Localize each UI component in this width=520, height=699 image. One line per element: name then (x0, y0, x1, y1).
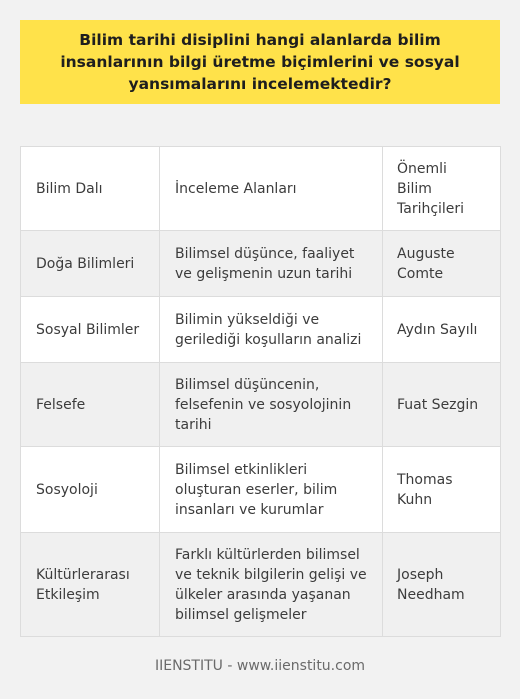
table-cell: Joseph Needham (383, 533, 501, 637)
table-header-row (21, 147, 501, 231)
table-cell: Bilimsel düşüncenin, felsefenin ve sosyolojinin tarihi (160, 363, 383, 447)
table-cell: Felsefe (21, 363, 160, 447)
table-row (21, 231, 501, 297)
table-row (21, 363, 501, 447)
table-cell: Sosyoloji (21, 447, 160, 533)
footer-credit: IIENSTITU - www.iienstitu.com (154, 658, 366, 674)
table-row (21, 533, 501, 637)
header-cell: Önemli Bilim Tarihçileri (383, 147, 501, 231)
table-cell: Doğa Bilimleri (21, 231, 160, 297)
table-row (21, 447, 501, 533)
table-cell: Sosyal Bilimler (21, 297, 160, 363)
table-cell: Farklı kültürlerden bilimsel ve teknik bilgilerin gelişi ve ülkeler arasında yaşanan bilimsel gelişmeler (160, 533, 383, 637)
title-banner (20, 20, 500, 104)
table-cell: Bilimsel etkinlikleri oluşturan eserler, bilim insanları ve kurumlar (160, 447, 383, 533)
header-cell: Bilim Dalı (21, 147, 160, 231)
header-cell: İnceleme Alanları (160, 147, 383, 231)
table-cell: Bilimsel düşünce, faaliyet ve gelişmenin uzun tarihi (160, 231, 383, 297)
table-row (21, 297, 501, 363)
table-cell: Bilimin yükseldiği ve gerilediği koşulların analizi (160, 297, 383, 363)
table-cell: Auguste Comte (383, 231, 501, 297)
page-title: Bilim tarihi disiplini hangi alanlarda bilim insanlarının bilgi üretme biçimlerini ve sosyal yansımalarını incelemektedir? (60, 31, 460, 93)
table-cell: Fuat Sezgin (383, 363, 501, 447)
science-history-table (20, 146, 501, 637)
table-cell: Aydın Sayılı (383, 297, 501, 363)
table-cell: Thomas Kuhn (383, 447, 501, 533)
table-cell: Kültürlerarası Etkileşim (21, 533, 160, 637)
